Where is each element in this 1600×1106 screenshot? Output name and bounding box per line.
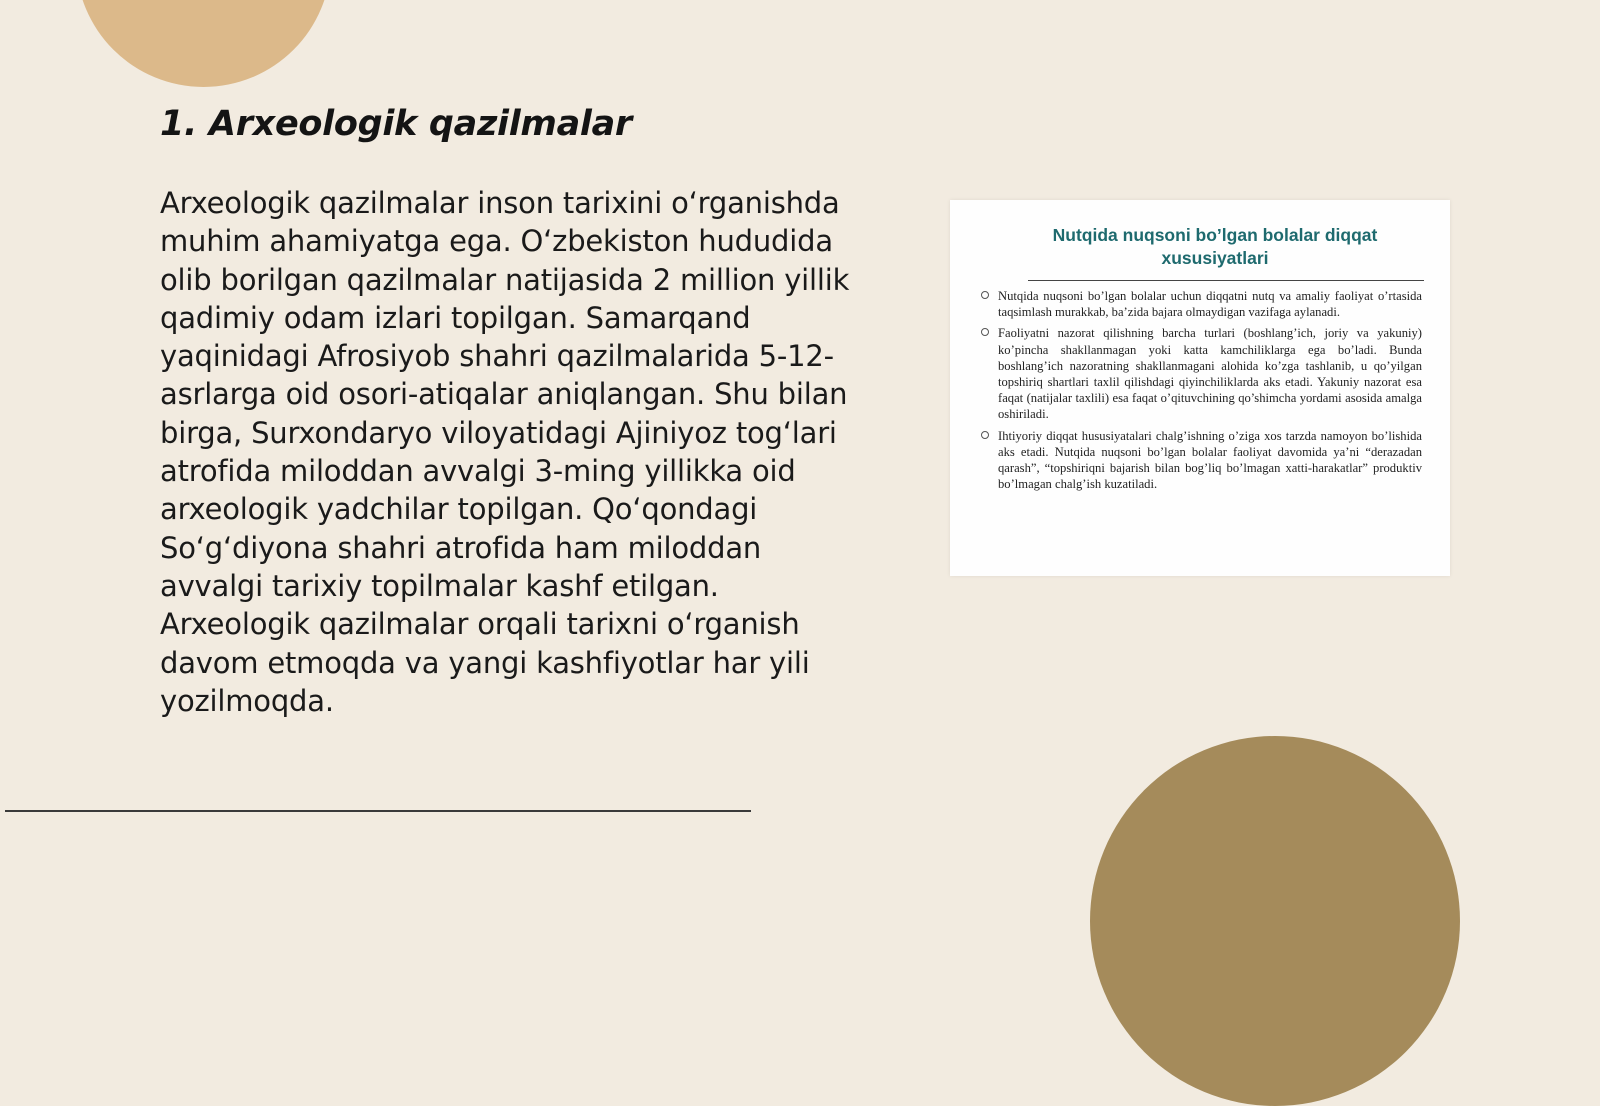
- slide-body-text: Arxeologik qazilmalar inson tarixini o‘rganishda muhim ahamiyatga ega. O‘zbekiston hududida olib borilgan qazilmalar natijasida 2 million yillik qadimiy odam izlari topilgan. Samarqand yaqinidagi Afrosiyob shahri qazilmalarida 5-12-asrlarga oid osori-atiqalar aniqlangan. Shu bilan birga, Surxondaryo viloyatidagi Ajiniyoz tog‘lari atrofida miloddan avvalgi 3-ming yillikka oid arxeologik yadchilar topilgan. Qo‘qondagi So‘g‘diyona shahri atrofida ham miloddan avvalgi tarixiy topilmalar kashf etilgan. Arxeologik qazilmalar orqali tarixni o‘rganish davom etmoqda va yangi kashfiyotlar har yili yozilmoqda.: [160, 186, 850, 718]
- document-bullet-item: [980, 288, 1422, 320]
- document-title-rule: [1028, 280, 1424, 281]
- document-title: Nutqida nuqsoni bo’lgan bolalar diqqat xususiyatlari: [1052, 225, 1378, 268]
- document-bullet-item: [980, 428, 1422, 493]
- decorative-circle-top: [76, 0, 331, 87]
- document-bullet-text: Nutqida nuqsoni bo’lgan bolalar uchun diqqatni nutq va amaliy faoliyat o’rtasida taqsimlash murakkab, ba’zida bajara olmaydigan vazifaga aylanadi.: [998, 289, 1422, 320]
- slide-title: 1. Arxeologik qazilmalar: [160, 104, 632, 144]
- document-bullet-text: Ihtiyoriy diqqat hususiyatalari chalg’ishning o’ziga xos tarzda namoyon bo’lishida aks etadi. Nutqida nuqsoni bo’lgan bolalar faoliyat davomida ya’ni “derazadan qarash”, “topshiriqni bajarish bilan bog’liq bo’lmagan xatti-harakatlar” produktiv bo’lmagan chalg’ish kuzatiladi.: [998, 428, 1422, 492]
- decorative-circle-bottom: [1090, 736, 1460, 1106]
- horizontal-divider: [5, 810, 751, 812]
- circle-bullet-icon: [981, 291, 989, 299]
- circle-bullet-icon: [981, 328, 989, 336]
- circle-bullet-icon: [981, 431, 989, 439]
- document-bullet-text: Faoliyatni nazorat qilishning barcha turlari (boshlang’ich, joriy va yakuniy) ko’pincha shakllanmagan yoki katta kamchiliklarga ega bo’ladi. Bunda boshlang’ich nazoratning shakllanmagani alohida ko’zga tashlanib, u qo’yilgan topshiriq shartlari taxlil qilishdagi qiyinchiliklarda aks etadi. Yakuniy nazorat esa faqat (natijalar taxlili) esa faqat o’qituvchining qo’shimcha yordami asosida amalga oshiriladi.: [998, 326, 1422, 422]
- document-bullet-item: [980, 325, 1422, 422]
- document-bullet-list: [980, 288, 1422, 492]
- document-image: [950, 200, 1450, 576]
